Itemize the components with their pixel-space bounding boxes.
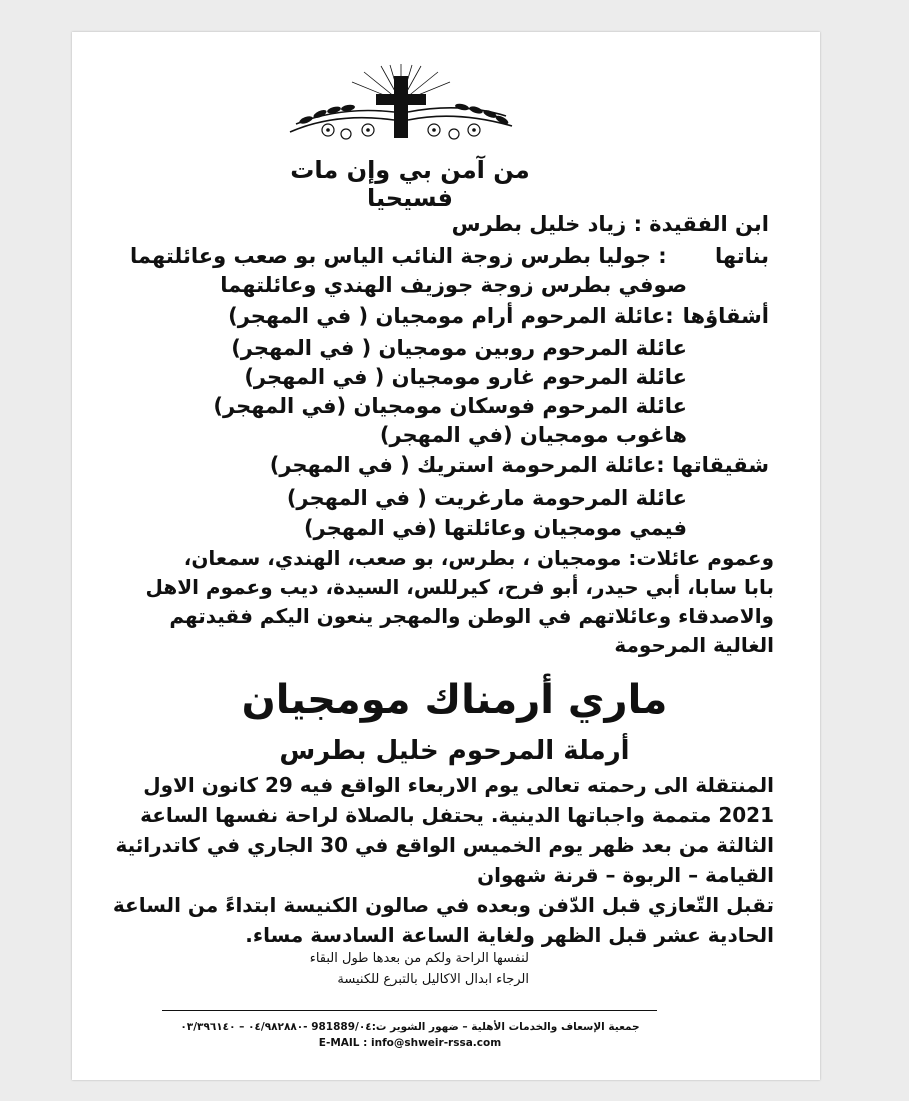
footer-divider bbox=[162, 1010, 657, 1011]
brothers-label: أشقاؤها bbox=[682, 304, 769, 328]
brother-item: عائلة المرحوم فوسكان مومجيان (في المهجر) bbox=[213, 394, 687, 418]
daughters-label: بناتها bbox=[715, 244, 769, 268]
paragraph-line: الثالثة من بعد ظهر يوم الخميس الواقع في 30 الجاري في كاتدرائية bbox=[115, 833, 774, 857]
daughter-item: : جوليا بطرس زوجة النائب الياس بو صعب وعائلتهما bbox=[130, 244, 667, 268]
footer-contact: جمعية الإسعاف والخدمات الأهلية – ضهور الشوير ت:981889/٠٤ -٠٤/٩٨٢٨٨٠ – ٠٣/٣٩٦١٤٠ bbox=[180, 1021, 640, 1033]
condolences-paragraph bbox=[112, 890, 774, 950]
details-paragraph bbox=[115, 770, 774, 890]
paragraph-line: الغالية المرحومة bbox=[614, 633, 774, 657]
paragraph-line: القيامة – الربوة – قرنة شهوان bbox=[477, 863, 774, 887]
paragraph-line: وعموم عائلات: مومجيان ، بطرس، بو صعب، الهندي، سمعان، bbox=[183, 546, 774, 570]
sister-item: فيمي مومجيان وعائلتها (في المهجر) bbox=[303, 516, 687, 540]
paragraph-line: والاصدقاء وعائلاتهم في الوطن والمهجر ينعون اليكم فقيدتهم bbox=[169, 604, 774, 628]
closing-line: الرجاء ابدال الاكاليل بالتبرع للكنيسة bbox=[337, 972, 529, 987]
relatives-paragraph bbox=[140, 544, 774, 660]
son-name: : زياد خليل بطرس bbox=[451, 212, 642, 236]
widow-of: أرملة المرحوم خليل بطرس bbox=[279, 736, 630, 766]
paragraph-line: المنتقلة الى رحمته تعالى يوم الاربعاء الواقع فيه 29 كانون الاول bbox=[143, 773, 774, 797]
paragraph-line: الحادية عشر قبل الظهر ولغاية الساعة السادسة مساء. bbox=[245, 923, 774, 947]
deceased-name: ماري أرمناك مومجيان bbox=[241, 677, 668, 723]
daughters-line bbox=[130, 243, 769, 269]
paragraph-line: بابا سابا، أبي حيدر، أبو فرح، كيرللس، السيدة، ديب وعموم الاهل bbox=[145, 575, 774, 599]
brothers-line bbox=[228, 303, 769, 329]
brother-item: هاغوب مومجيان (في المهجر) bbox=[379, 423, 687, 447]
son-line bbox=[452, 211, 769, 237]
sister-item: :عائلة المرحومة استريك ( في المهجر) bbox=[269, 453, 665, 477]
sister-item: عائلة المرحومة مارغريت ( في المهجر) bbox=[286, 486, 687, 510]
paragraph-line: 2021 متممة واجباتها الدينية. يحتفل بالصلاة لراحة نفسها الساعة bbox=[140, 803, 774, 827]
brother-item: عائلة المرحوم غارو مومجيان ( في المهجر) bbox=[244, 365, 687, 389]
brother-item: :عائلة المرحوم أرام مومجيان ( في المهجر) bbox=[228, 304, 674, 328]
son-label: ابن الفقيدة bbox=[649, 212, 769, 236]
footer-email: E-MAIL : info@shweir-rssa.com bbox=[318, 1037, 502, 1049]
cross-with-wheat-icon bbox=[286, 62, 516, 144]
motto: من آمن بي وإن مات فسيحيا bbox=[290, 156, 530, 212]
paragraph-line: تقبل التّعازي قبل الدّفن وبعده في صالون الكنيسة ابتداءً من الساعة bbox=[112, 893, 774, 917]
daughter-item: صوفي بطرس زوجة جوزيف الهندي وعائلتهما bbox=[220, 273, 687, 297]
sisters-label: شقيقاتها bbox=[672, 453, 769, 477]
sisters-line bbox=[270, 452, 769, 478]
closing-line: لنفسها الراحة ولكم من بعدها طول البقاء bbox=[309, 951, 529, 966]
brother-item: عائلة المرحوم روبين مومجيان ( في المهجر) bbox=[231, 336, 687, 360]
